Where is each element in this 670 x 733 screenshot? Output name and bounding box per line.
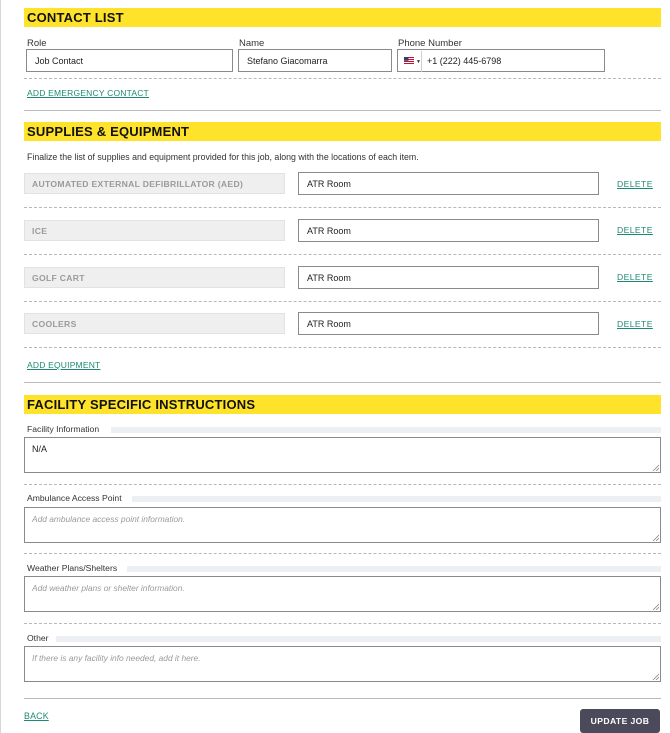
delete-equipment-button[interactable]: DELETE [617, 179, 653, 189]
other-placeholder: If there is any facility info needed, add it here. [32, 653, 201, 663]
equipment-location-input[interactable]: ATR Room [298, 266, 599, 289]
equipment-name: COOLERS [24, 313, 285, 334]
label-bar [111, 427, 661, 433]
divider [24, 347, 661, 348]
equipment-location-input[interactable]: ATR Room [298, 312, 599, 335]
other-label-row [24, 633, 661, 643]
name-label: Name [239, 38, 265, 49]
divider [24, 623, 661, 624]
divider [24, 301, 661, 302]
contact-list-header: CONTACT LIST [24, 8, 661, 27]
weather-plans-placeholder: Add weather plans or shelter information. [32, 583, 185, 593]
resize-grip-icon[interactable] [652, 673, 659, 680]
facility-information-label: Facility Information [27, 424, 105, 434]
divider [24, 78, 661, 79]
weather-plans-label: Weather Plans/Shelters [27, 563, 123, 573]
footer-divider [24, 698, 661, 699]
resize-grip-icon[interactable] [652, 534, 659, 541]
divider [24, 207, 661, 208]
country-dropdown-icon[interactable]: ▼ [416, 59, 421, 65]
role-label: Role [27, 38, 47, 49]
equipment-name: ICE [24, 220, 285, 241]
delete-equipment-button[interactable]: DELETE [617, 272, 653, 282]
ambulance-access-textarea[interactable] [24, 507, 661, 543]
divider [24, 254, 661, 255]
label-bar [56, 636, 661, 642]
label-bar [127, 566, 661, 572]
add-emergency-contact-link[interactable]: ADD EMERGENCY CONTACT [27, 88, 149, 98]
facility-information-textarea[interactable] [24, 437, 661, 473]
divider [24, 553, 661, 554]
facility-information-label-row [24, 424, 661, 434]
equipment-location-input[interactable]: ATR Room [298, 219, 599, 242]
ambulance-access-placeholder: Add ambulance access point information. [32, 514, 186, 524]
facility-information-value: N/A [32, 444, 48, 454]
back-link[interactable]: BACK [24, 711, 49, 721]
supplies-header: SUPPLIES & EQUIPMENT [24, 122, 661, 141]
phone-divider [421, 51, 422, 72]
weather-plans-label-row [24, 563, 661, 573]
resize-grip-icon[interactable] [652, 603, 659, 610]
resize-grip-icon[interactable] [652, 464, 659, 471]
supplies-description: Finalize the list of supplies and equipment provided for this job, along with the locations of each item. [27, 152, 419, 162]
page-left-border [0, 0, 1, 733]
us-flag-icon[interactable] [404, 57, 414, 64]
label-bar [132, 496, 661, 502]
facility-header: FACILITY SPECIFIC INSTRUCTIONS [24, 395, 661, 414]
name-field[interactable]: Stefano Giacomarra [238, 49, 392, 72]
divider [24, 484, 661, 485]
ambulance-access-label: Ambulance Access Point [27, 493, 128, 503]
section-divider [24, 382, 661, 383]
add-equipment-link[interactable]: ADD EQUIPMENT [27, 360, 101, 370]
phone-label: Phone Number [398, 38, 462, 49]
phone-field[interactable]: +1 (222) 445-6798 [397, 49, 605, 72]
other-label: Other [27, 633, 55, 643]
other-textarea[interactable] [24, 646, 661, 682]
equipment-name: GOLF CART [24, 267, 285, 288]
delete-equipment-button[interactable]: DELETE [617, 319, 653, 329]
equipment-location-input[interactable]: ATR Room [298, 172, 599, 195]
weather-plans-textarea[interactable] [24, 576, 661, 612]
delete-equipment-button[interactable]: DELETE [617, 225, 653, 235]
section-divider [24, 110, 661, 111]
ambulance-access-label-row [24, 493, 661, 503]
role-field[interactable]: Job Contact [26, 49, 233, 72]
equipment-name: AUTOMATED EXTERNAL DEFIBRILLATOR (AED) [24, 173, 285, 194]
update-job-button[interactable]: UPDATE JOB [580, 709, 660, 733]
